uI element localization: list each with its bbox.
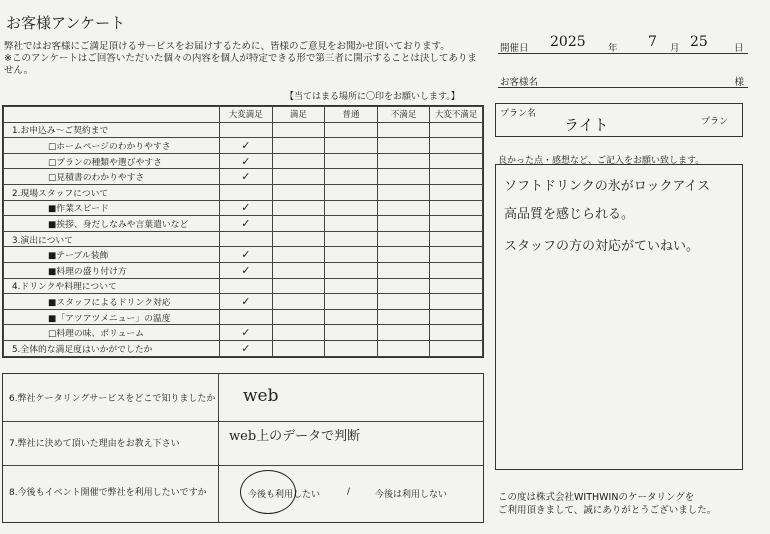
question-label: ■テーブル装飾 (4, 247, 220, 263)
check-mark: ✓ (241, 154, 251, 168)
check-mark: ✓ (241, 201, 251, 215)
feedback-line: 高品質を感じられる。 (504, 207, 635, 222)
rating-cell[interactable] (430, 294, 483, 310)
question-label: □ホームページのわかりやすさ (4, 138, 220, 154)
rating-cell[interactable] (325, 294, 378, 310)
survey-title: お客様アンケート (6, 14, 126, 32)
question-column-header (4, 107, 220, 123)
event-date-month: 7 (648, 34, 657, 50)
rating-cell[interactable] (272, 184, 325, 200)
question-label: □見積書のわかりやすさ (4, 169, 220, 185)
rating-cell[interactable] (272, 216, 325, 232)
question-label: ■挨拶、身だしなみや言葉遣いなど (4, 216, 220, 232)
feedback-label: 良かった点・感想など、ご記入をお願い致します。 (498, 156, 705, 166)
customer-name-suffix: 様 (734, 77, 744, 88)
rating-cell[interactable] (377, 309, 430, 325)
plan-name-suffix: プラン (700, 117, 728, 127)
question-row (4, 169, 483, 185)
rating-cell[interactable] (377, 138, 430, 154)
question-7-label: 7.弊社に決めて頂いた理由をお教え下さい (9, 439, 180, 449)
check-mark: ✓ (241, 263, 251, 277)
thanks-line: この度は株式会社WITHWINのケータリングを (498, 492, 695, 503)
event-date-label: 開催日 (500, 43, 529, 54)
section-row (4, 340, 483, 356)
question-row (4, 325, 483, 341)
rating-cell[interactable] (220, 138, 273, 154)
section-row (4, 231, 483, 247)
rating-cell[interactable] (325, 340, 378, 356)
check-mark: ✓ (241, 170, 251, 184)
intro-line: ※このアンケートはご回答いただいた個々の内容を個人が特定できる形で第三者に開示することは決してありま (4, 53, 477, 64)
rating-cell[interactable] (220, 184, 273, 200)
rating-cell[interactable] (220, 153, 273, 169)
rating-cell[interactable] (377, 200, 430, 216)
rating-cell[interactable] (377, 216, 430, 232)
rating-cell[interactable] (430, 262, 483, 278)
rating-cell[interactable] (272, 294, 325, 310)
rating-cell[interactable] (430, 184, 483, 200)
year-unit: 年 (608, 43, 618, 54)
question-row (4, 294, 483, 310)
event-date-day: 25 (690, 34, 708, 50)
section-row (4, 184, 483, 200)
rating-cell[interactable] (377, 262, 430, 278)
rating-cell[interactable] (377, 169, 430, 185)
rating-column-header: 普通 (325, 107, 378, 123)
rating-cell[interactable] (220, 278, 273, 294)
rating-cell[interactable] (325, 216, 378, 232)
intro-text (4, 41, 484, 77)
rating-cell[interactable] (430, 153, 483, 169)
question-label: ■「アツアツメニュー」の温度 (4, 309, 220, 325)
question-row (4, 262, 483, 278)
check-mark: ✓ (241, 341, 251, 355)
question-6-row (3, 374, 483, 422)
question-6-label: 6.弊社ケータリングサービスをどこで知りましたか (9, 394, 216, 404)
rating-cell[interactable] (325, 278, 378, 294)
month-unit: 月 (670, 43, 680, 54)
question-8-label: 8.今後もイベント開催で弊社を利用したいですか (9, 488, 207, 498)
rating-column-header: 不満足 (377, 107, 430, 123)
rating-cell[interactable] (325, 325, 378, 341)
option-separator: / (347, 487, 351, 497)
rating-cell[interactable] (220, 340, 273, 356)
question-row (4, 216, 483, 232)
rating-cell[interactable] (430, 122, 483, 138)
section-label: 1.お申込み～ご契約まで (4, 122, 220, 138)
rating-cell[interactable] (325, 169, 378, 185)
rating-cell[interactable] (430, 200, 483, 216)
rating-cell[interactable] (325, 184, 378, 200)
option-continue-use[interactable]: 今後も利用したい (248, 490, 321, 500)
thank-you-message (498, 491, 716, 517)
rating-cell[interactable] (220, 309, 273, 325)
rating-cell[interactable] (272, 325, 325, 341)
rating-cell[interactable] (272, 340, 325, 356)
feedback-textarea[interactable] (495, 164, 743, 470)
section-row (4, 278, 483, 294)
rating-cell[interactable] (377, 325, 430, 341)
question-row (4, 138, 483, 154)
rating-cell[interactable] (430, 169, 483, 185)
rating-cell[interactable] (220, 216, 273, 232)
question-7-row (3, 422, 483, 466)
rating-cell[interactable] (430, 325, 483, 341)
rating-column-header: 大変不満足 (430, 107, 483, 123)
rating-cell[interactable] (272, 278, 325, 294)
thanks-line: ご利用頂きまして、誠にありがとうございました。 (498, 505, 717, 516)
rating-cell[interactable] (272, 138, 325, 154)
rating-cell[interactable] (377, 184, 430, 200)
rating-cell[interactable] (272, 247, 325, 263)
rating-cell[interactable] (377, 247, 430, 263)
instruction-text: 【当てはまる場所に〇印をお願いします。】 (285, 92, 460, 102)
rating-cell[interactable] (325, 262, 378, 278)
check-mark: ✓ (241, 294, 251, 308)
rating-cell[interactable] (220, 325, 273, 341)
rating-cell[interactable] (430, 309, 483, 325)
rating-cell[interactable] (220, 294, 273, 310)
customer-name-field[interactable] (498, 72, 748, 88)
feedback-line: ソフトドリンクの氷がロックアイス (504, 179, 711, 194)
rating-cell[interactable] (272, 262, 325, 278)
plan-name-value: ライト (564, 116, 609, 134)
section-label: 3.演出について (4, 231, 220, 247)
feedback-line: スタッフの方の対応がていねい。 (504, 239, 700, 254)
question-row (4, 200, 483, 216)
rating-cell[interactable] (272, 309, 325, 325)
check-mark: ✓ (241, 248, 251, 262)
section-label: 2.現場スタッフについて (4, 184, 220, 200)
rating-cell[interactable] (430, 340, 483, 356)
question-label: ■作業スピード (4, 200, 220, 216)
rating-cell[interactable] (325, 153, 378, 169)
rating-cell[interactable] (272, 169, 325, 185)
rating-cell[interactable] (220, 200, 273, 216)
question-7-answer[interactable]: web上のデータで判断 (229, 429, 361, 444)
rating-column-header: 満足 (272, 107, 325, 123)
rating-cell[interactable] (220, 169, 273, 185)
customer-name-label: お客様名 (500, 77, 539, 88)
question-row (4, 309, 483, 325)
event-date-field[interactable] (498, 34, 748, 54)
rating-cell[interactable] (325, 231, 378, 247)
rating-column-header: 大変満足 (220, 107, 273, 123)
rating-cell[interactable] (220, 122, 273, 138)
question-row (4, 153, 483, 169)
rating-cell[interactable] (325, 200, 378, 216)
question-label: ■スタッフによるドリンク対応 (4, 294, 220, 310)
rating-cell[interactable] (377, 340, 430, 356)
day-unit: 日 (734, 43, 744, 54)
rating-cell[interactable] (430, 278, 483, 294)
rating-cell[interactable] (272, 231, 325, 247)
rating-cell[interactable] (430, 216, 483, 232)
rating-cell[interactable] (430, 138, 483, 154)
check-mark: ✓ (241, 326, 251, 340)
rating-cell[interactable] (272, 122, 325, 138)
question-label: □プランの種類や選びやすさ (4, 153, 220, 169)
rating-cell[interactable] (377, 294, 430, 310)
rating-cell[interactable] (430, 231, 483, 247)
rating-cell[interactable] (220, 262, 273, 278)
rating-cell[interactable] (377, 153, 430, 169)
rating-cell[interactable] (377, 122, 430, 138)
rating-cell[interactable] (325, 247, 378, 263)
question-6-answer[interactable]: web (243, 386, 279, 406)
rating-cell[interactable] (272, 153, 325, 169)
check-mark: ✓ (241, 138, 251, 152)
plan-name-field[interactable] (495, 103, 743, 137)
intro-line: 弊社ではお客様にご満足頂けるサービスをお届けするために、皆様のご意見をお聞かせ頂いております。 (4, 41, 450, 52)
question-label: ■料理の盛り付け方 (4, 262, 220, 278)
rating-cell[interactable] (325, 309, 378, 325)
rating-cell[interactable] (325, 122, 378, 138)
question-row (4, 247, 483, 263)
intro-line: せん。 (4, 65, 34, 76)
section-label: 4.ドリンクや料理について (4, 278, 220, 294)
event-date-year: 2025 (550, 34, 586, 50)
selected-option-circle (240, 470, 296, 514)
rating-cell[interactable] (272, 200, 325, 216)
rating-cell[interactable] (377, 278, 430, 294)
question-label: □料理の味、ボリューム (4, 325, 220, 341)
rating-cell[interactable] (220, 231, 273, 247)
option-stop-use[interactable]: 今後は利用しない (375, 490, 448, 500)
rating-cell[interactable] (325, 138, 378, 154)
section-row (4, 122, 483, 138)
rating-cell[interactable] (377, 231, 430, 247)
plan-name-label: プラン名 (500, 109, 537, 119)
check-mark: ✓ (241, 216, 251, 230)
section-label: 5.全体的な満足度はいかがでしたか (4, 340, 220, 356)
rating-cell[interactable] (220, 247, 273, 263)
rating-cell[interactable] (430, 247, 483, 263)
satisfaction-grid (2, 105, 484, 358)
